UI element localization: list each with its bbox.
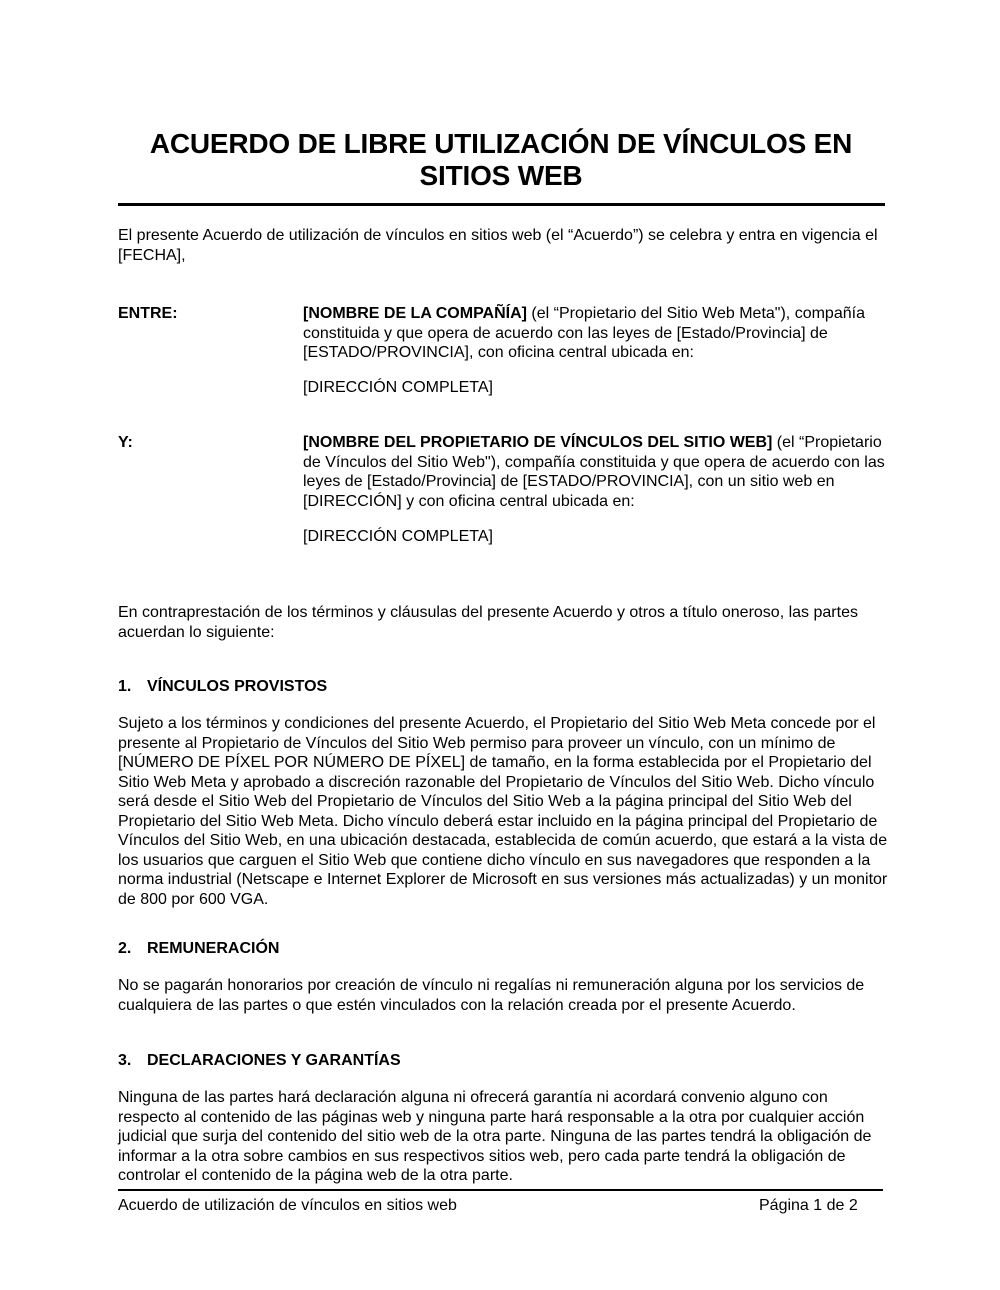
- party-1-name: [NOMBRE DE LA COMPAÑÍA]: [303, 305, 527, 322]
- party-label-entre: ENTRE:: [118, 305, 178, 322]
- party-2-description: [303, 433, 888, 511]
- title-divider: [118, 203, 885, 206]
- party-2-text: (el “Propietario de Vínculos del Sitio Web"), compañía constituida y que opera de acuerdo con las leyes de [Estado/Provincia] de [ESTADO/PROVINCIA], con un sitio web en [DIRECCIÓN] y con oficina central ubicada en:: [303, 434, 885, 510]
- section-2-number: 2.: [118, 940, 132, 957]
- section-3-body: Ninguna de las partes hará declaración alguna ni ofrecerá garantía ni acordará convenio alguno con respecto al contenido de las páginas web y ninguna parte hará responsable a la otra por cualquier acción judicial que surja del contenido del sitio web de la otra parte. Ninguna de las partes tendrá la obligación de informar a la otra sobre cambios en sus respectivos sitios web, pero cada parte tendrá la obligación de controlar el contenido de la página web de la otra parte.: [118, 1089, 872, 1184]
- footer-divider: [118, 1189, 883, 1191]
- party-2-address: [DIRECCIÓN COMPLETA]: [303, 528, 493, 545]
- section-3-number: 3.: [118, 1052, 132, 1069]
- section-2-title: REMUNERACIÓN: [147, 940, 280, 957]
- section-1-body: Sujeto a los términos y condiciones del presente Acuerdo, el Propietario del Sitio Web Meta concede por el presente al Propietario de Vínculos del Sitio Web permiso para proveer un vínculo, con un mínimo de [NÚMERO DE PÍXEL POR NÚMERO DE PÍXEL] de tamaño, en la forma establecida por el Propietario del Sitio Web Meta y aprobado a discreción razonable del Propietario de Vínculos del Sitio Web. Dicho vínculo será desde el Sitio Web del Propietario de Vínculos del Sitio Web a la página principal del Sitio Web del Propietario del Sitio Web Meta. Dicho vínculo deberá estar incluido en la página principal del Propietario de Vínculos del Sitio Web, en una ubicación destacada, establecida de común acuerdo, que estará a la vista de los usuarios que carguen el Sitio Web que contiene dicho vínculo en sus navegadores que responden a la norma industrial (Netscape e Internet Explorer de Microsoft en sus versiones más actualizadas) y un monitor de 800 por 600 VGA.: [118, 715, 888, 908]
- party-1-description: [303, 304, 888, 363]
- section-2-heading: [118, 939, 279, 959]
- section-1-heading: [118, 677, 327, 697]
- document-title: ACUERDO DE LIBRE UTILIZACIÓN DE VÍNCULOS EN SITIOS WEB: [149, 128, 853, 191]
- section-3-heading: [118, 1051, 401, 1071]
- section-3-title: DECLARACIONES Y GARANTÍAS: [147, 1052, 401, 1069]
- section-1-title: VÍNCULOS PROVISTOS: [147, 678, 328, 695]
- party-1-address: [DIRECCIÓN COMPLETA]: [303, 379, 493, 396]
- intro-paragraph: El presente Acuerdo de utilización de vínculos en sitios web (el “Acuerdo”) se celebra y entra en vigencia el [FECHA],: [118, 227, 878, 264]
- section-2-body: No se pagarán honorarios por creación de vínculo ni regalías ni remuneración alguna por los servicios de cualquiera de las partes o que estén vinculados con la relación creada por el presente Acuerdo.: [118, 977, 865, 1014]
- party-label-y: Y:: [118, 434, 133, 451]
- party-1-text: (el “Propietario del Sitio Web Meta"), compañía constituida y que opera de acuerdo con las leyes de [Estado/Provincia] de [ESTADO/PROVINCIA], con oficina central ubicada en:: [303, 305, 865, 361]
- footer-document-name: Acuerdo de utilización de vínculos en sitios web: [118, 1197, 457, 1214]
- section-1-number: 1.: [118, 678, 132, 695]
- party-2-name: [NOMBRE DEL PROPIETARIO DE VÍNCULOS DEL SITIO WEB]: [303, 434, 773, 451]
- footer-page-number: Página 1 de 2: [759, 1197, 858, 1214]
- consideration-paragraph: En contraprestación de los términos y cláusulas del presente Acuerdo y otros a título oneroso, las partes acuerdan lo siguiente:: [118, 604, 858, 641]
